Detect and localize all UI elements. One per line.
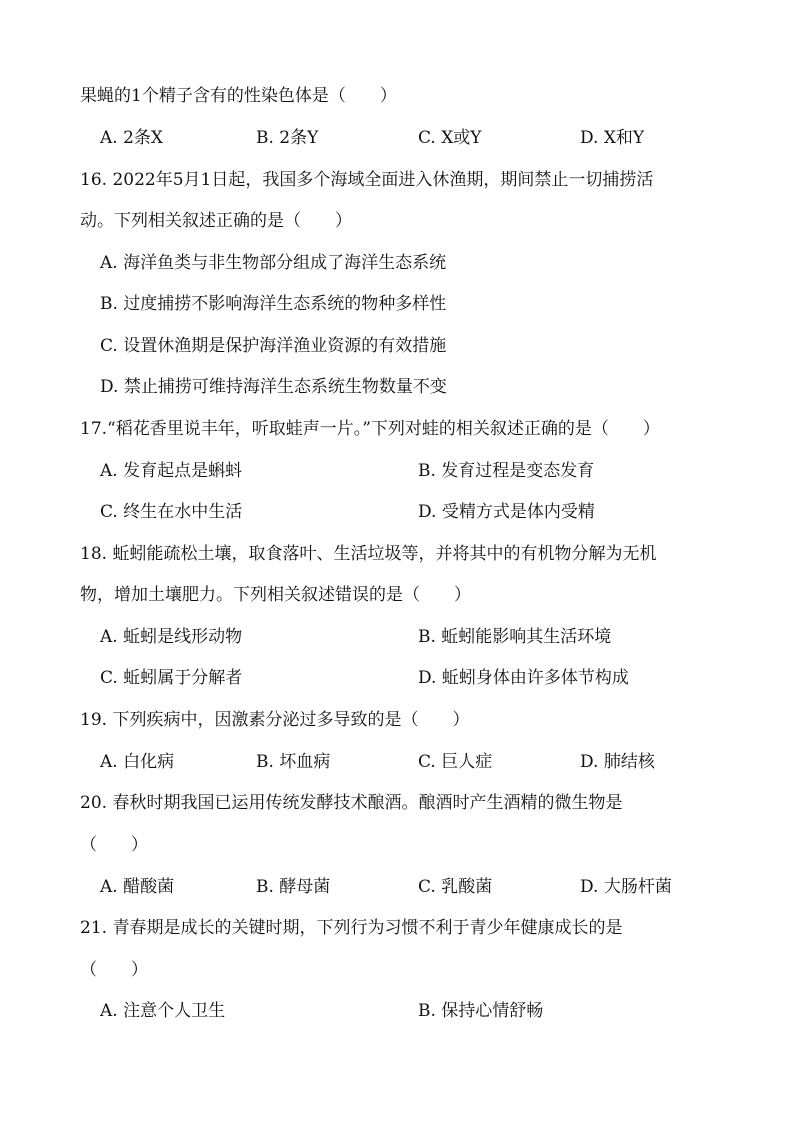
q21-stem-line2: （ ） [80, 960, 148, 980]
q20-option-d: D. 大肠杆菌 [580, 877, 672, 897]
q15-option-d: D. X和Y [580, 128, 645, 148]
q18-option-b: B. 蚯蚓能影响其生活环境 [418, 627, 612, 647]
q17-stem: 17.“稻花香里说丰年，听取蛙声一片。”下列对蛙的相关叙述正确的是（ ） [80, 419, 660, 439]
q15-option-a: A. 2条X [100, 128, 164, 148]
q20-stem-line2: （ ） [80, 835, 148, 855]
q20-option-b: B. 酵母菌 [256, 877, 331, 897]
q15-stem: 果蝇的1个精子含有的性染色体是（ ） [80, 86, 397, 106]
q18-stem-line1: 18. 蚯蚓能疏松土壤，取食落叶、生活垃圾等，并将其中的有机物分解为无机 [80, 544, 657, 564]
q18-option-d: D. 蚯蚓身体由许多体节构成 [418, 668, 629, 688]
q21-stem-line1: 21. 青春期是成长的关键时期，下列行为习惯不利于青少年健康成长的是 [80, 918, 623, 938]
q16-stem-line2: 动。下列相关叙述正确的是（ ） [80, 211, 352, 231]
q19-option-c: C. 巨人症 [418, 752, 493, 772]
q16-option-a: A. 海洋鱼类与非生物部分组成了海洋生态系统 [100, 253, 447, 273]
q18-option-a: A. 蚯蚓是线形动物 [100, 627, 243, 647]
q19-option-a: A. 白化病 [100, 752, 175, 772]
q17-option-a: A. 发育起点是蝌蚪 [100, 461, 243, 481]
q20-option-a: A. 醋酸菌 [100, 877, 175, 897]
q18-stem-line2: 物，增加土壤肥力。下列相关叙述错误的是（ ） [80, 585, 471, 605]
q19-option-b: B. 坏血病 [256, 752, 331, 772]
q15-option-b: B. 2条Y [256, 128, 319, 148]
q17-option-b: B. 发育过程是变态发育 [418, 461, 595, 481]
q17-option-c: C. 终生在水中生活 [100, 502, 243, 522]
q15-option-c: C. X或Y [418, 128, 482, 148]
q18-option-c: C. 蚯蚓属于分解者 [100, 668, 243, 688]
q16-option-c: C. 设置休渔期是保护海洋渔业资源的有效措施 [100, 336, 447, 356]
q17-option-d: D. 受精方式是体内受精 [418, 502, 595, 522]
q16-option-d: D. 禁止捕捞可维持海洋生态系统生物数量不变 [100, 377, 447, 397]
q16-stem-line1: 16. 2022年5月1日起，我国多个海域全面进入休渔期，期间禁止一切捕捞活 [80, 170, 654, 190]
q21-option-b: B. 保持心情舒畅 [418, 1001, 544, 1021]
q20-option-c: C. 乳酸菌 [418, 877, 493, 897]
q21-option-a: A. 注意个人卫生 [100, 1001, 226, 1021]
q19-option-d: D. 肺结核 [580, 752, 655, 772]
q20-stem-line1: 20. 春秋时期我国已运用传统发酵技术酿酒。酿酒时产生酒精的微生物是 [80, 793, 623, 813]
q19-stem: 19. 下列疾病中，因激素分泌过多导致的是（ ） [80, 710, 470, 730]
q16-option-b: B. 过度捕捞不影响海洋生态系统的物种多样性 [100, 294, 447, 314]
